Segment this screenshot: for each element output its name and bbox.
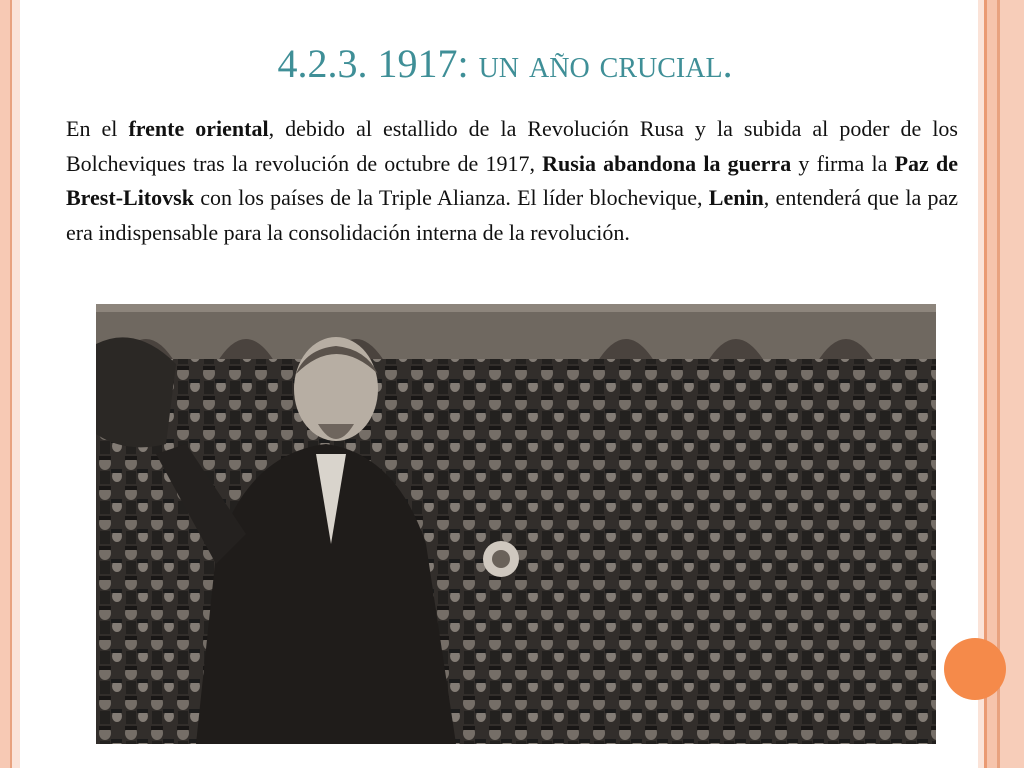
paragraph-bold-segment: Lenin [708, 185, 764, 210]
paragraph-bold-segment: Rusia abandona la guerra [542, 150, 792, 176]
orange-accent-circle [944, 638, 1006, 700]
slide-title [80, 40, 930, 87]
photo-illustration [96, 304, 936, 744]
paragraph-bold-segment: Paz de Brest-Litovsk [66, 150, 958, 210]
paragraph-segment: , entenderá que la paz era indispensable para la consolidación interna de la revolución. [66, 185, 958, 245]
paragraph-segment: y firma la [791, 150, 895, 176]
right-border-stripe-wide [1000, 0, 1024, 768]
paragraph-segment: con los países de la Triple Alianza. El líder blochevique, [193, 185, 709, 210]
left-border-stripe [0, 0, 10, 768]
paragraph-bold-segment: frente oriental [128, 116, 269, 141]
paragraph-segment: En el [66, 116, 129, 141]
slide-title-text: un año crucial. [478, 41, 733, 86]
slide-title-number: 4.2.3. 1917: [277, 41, 479, 86]
slide-body-paragraph [66, 112, 958, 250]
historical-photo-lenin-crowd [96, 304, 936, 744]
left-border-stripe-light [12, 0, 20, 768]
paragraph-segment: , debido al estallido de la Revolución Rusa y la subida al poder de los Bolcheviques tras la revolución de octubre de 1917, [66, 116, 958, 176]
